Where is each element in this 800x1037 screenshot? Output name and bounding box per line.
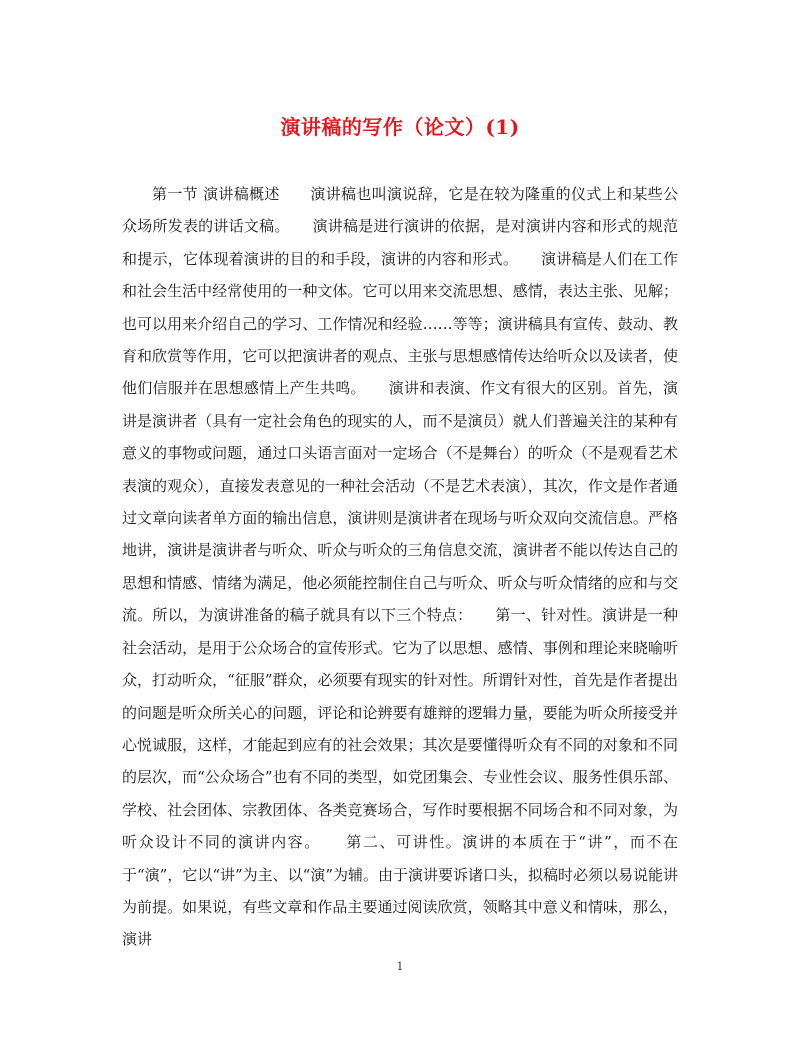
document-body: 第一节 演讲稿概述 演讲稿也叫演说辞，它是在较为隆重的仪式上和某些公众场所发表的讲话文稿。 演讲稿是进行演讲的依据，是对演讲内容和形式的规范和提示，它体现着演讲的目的和手段，演讲的内容和形式。 演讲稿是人们在工作和社会生活中经常使用的一种文体。它可以用来交流思想、感情，表达主张、见解；也可以用来介绍自己的学习、工作情况和经验……等等；演讲稿具有宣传、鼓动、教育和欣赏等作用，它可以把演讲者的观点、主张与思想感情传达给听众以及读者，使他们信服并在思想感情上产生共鸣。 演讲和表演、作文有很大的区别。首先，演讲是演讲者（具有一定社会角色的现实的人，而不是演员）就人们普遍关注的某种有意义的事物或问题，通过口头语言面对一定场合（不是舞台）的听众（不是观看艺术表演的观众），直接发表意见的一种社会活动（不是艺术表演），其次，作文是作者通过文章向读者单方面的输出信息，演讲则是演讲者在现场与听众双向交流信息。严格地讲，演讲是演讲者与听众、听众与听众的三角信息交流，演讲者不能以传达自己的思想和情感、情绪为满足，他必须能控制住自己与听众、听众与听众情绪的应和与交流。所以，为演讲准备的稿子就具有以下三个特点： 第一、针对性。演讲是一种社会活动，是用于公众场合的宣传形式。它为了以思想、感情、事例和理论来晓喻听众，打动听众，“征服”群众，必须要有现实的针对性。所谓针对性，首先是作者提出的问题是听众所关心的问题，评论和论辨要有雄辩的逻辑力量，要能为听众所接受并心悦诚服，这样，才能起到应有的社会效果；其次是要懂得听众有不同的对象和不同的层次，而“公众场合”也有不同的类型，如党团集会、专业性会议、服务性俱乐部、学校、社会团体、宗教团体、各类竞赛场合，写作时要根据不同场合和不同对象，为听众设计不同的演讲内容。 第二、可讲性。演讲的本质在于“讲”，而不在于“演”，它以“讲”为主、以“演”为辅。由于演讲要诉诸口头，拟稿时必须以易说能讲为前提。如果说，有些文章和作品主要通过阅读欣赏，领略其中意义和情味，那么，演讲 — [122, 185, 679, 949]
document-title: 演讲稿的写作（论文）(1) — [280, 115, 520, 139]
page-number: 1 — [396, 960, 404, 973]
